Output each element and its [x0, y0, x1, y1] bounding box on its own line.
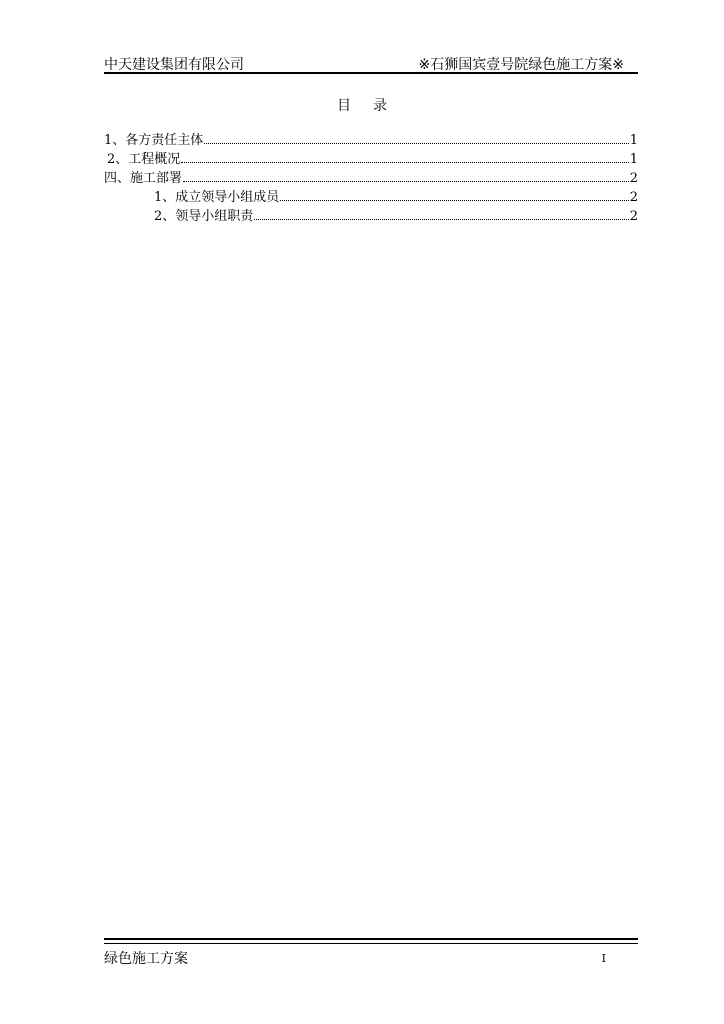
header-company: 中天建设集团有限公司 [104, 57, 244, 73]
table-of-contents [104, 129, 638, 224]
toc-entry-page: 1 [629, 152, 638, 167]
toc-dot-leader [181, 162, 628, 163]
toc-entry-label: 2、领导小组职责 [154, 209, 254, 224]
toc-entry-page: 2 [629, 190, 638, 205]
toc-dot-leader [183, 181, 629, 182]
toc-entry[interactable] [104, 129, 638, 148]
toc-subentry[interactable] [104, 186, 638, 205]
header-divider [104, 72, 638, 74]
toc-dot-leader [204, 143, 628, 144]
toc-entry-label: 2、工程概况 [107, 152, 181, 167]
toc-entry-page: 1 [629, 133, 638, 148]
toc-entry-page: 2 [629, 171, 638, 186]
header-project-title: ※石狮国宾壹号院绿色施工方案※ [418, 57, 624, 73]
toc-entry[interactable] [104, 167, 638, 186]
page-footer [104, 948, 638, 968]
page-header [104, 52, 638, 74]
toc-subentry[interactable] [104, 205, 638, 224]
footer-divider-thin [104, 943, 638, 944]
toc-dot-leader [254, 219, 628, 220]
footer-title: 绿色施工方案 [104, 951, 188, 967]
toc-entry-label: 1、各方责任主体 [104, 133, 204, 148]
toc-entry-label: 1、成立领导小组成员 [154, 190, 280, 205]
footer-divider-thick [104, 938, 638, 940]
toc-entry-page: 2 [629, 209, 638, 224]
toc-title: 目录 [337, 98, 409, 114]
footer-page-number: I [601, 952, 606, 965]
toc-dot-leader [280, 200, 628, 201]
toc-entry[interactable] [104, 148, 638, 167]
toc-entry-label: 四、施工部署 [104, 171, 183, 186]
